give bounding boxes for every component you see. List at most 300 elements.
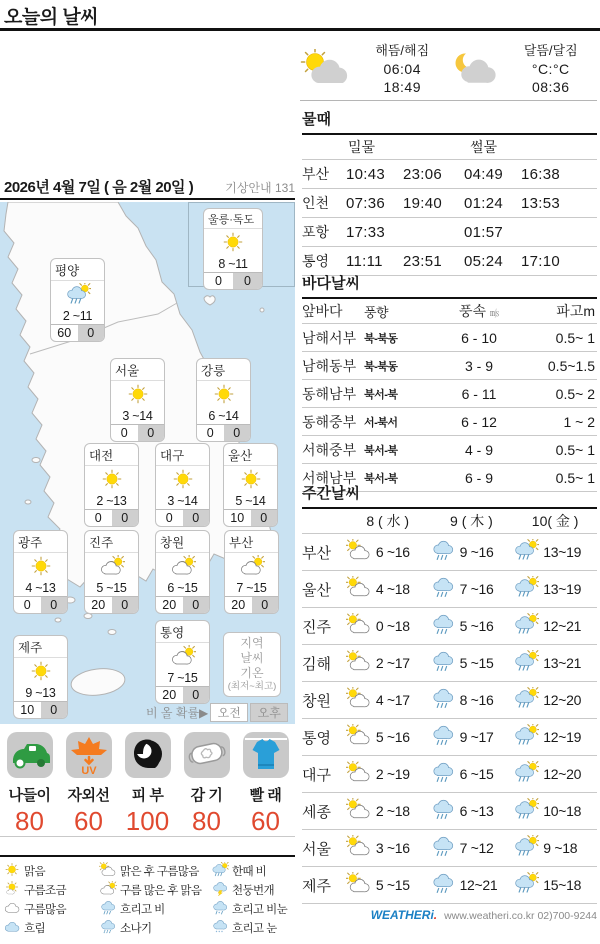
city-rain-prob [204,272,262,289]
rain-prob-am: 0 [94,511,102,525]
city-weather [156,553,209,581]
weekly-city: 부산 [302,544,331,562]
wind-speed-unit: ㎧ [489,308,499,318]
wind-dir-header: 풍향 [364,304,389,320]
map-city-box [13,530,68,614]
city-rain-prob [197,424,250,441]
city-temp: 3 ~14 [122,409,153,423]
snow-icon [211,919,229,937]
map-city-box [196,358,251,442]
weekly-cell [513,872,597,899]
weekly-temp: 6 ~16 [375,544,410,560]
high-tide-1: 10:43 [346,165,386,183]
map-city-box [84,443,139,527]
rain-icon [430,576,457,603]
weekly-row [302,756,597,793]
rain-prob-am: 10 [20,703,35,717]
sun-icon [220,240,246,257]
sunset-time: 18:49 [383,78,422,95]
svg-text:UV: UV [80,765,97,777]
wind-direction: 서-북서 [364,416,398,429]
sun-rain-icon [513,835,540,862]
city-name: 서울 [111,359,164,381]
legend-label: 한때 비 [232,865,267,878]
moonrise-group [449,36,598,100]
high-tide-2: 23:06 [403,165,443,183]
sea-area-header: 앞바다 [302,303,343,319]
pm-cell: 오후 [250,703,288,722]
jeju-island [70,666,127,698]
day-header-1: 8 ( 水 ) [366,513,410,529]
life-index-item [0,732,59,837]
sea-weather-section [302,272,597,492]
moonrise-label: 달뜸/달짐 [523,43,578,58]
weekly-cell [430,650,514,677]
sea-row [302,352,597,380]
legend-item [99,899,211,918]
sea-area: 동해중부 [302,413,357,430]
rain-prob-am: 10 [230,511,245,525]
rain-icon [430,798,457,825]
life-index-section [0,732,295,837]
high-tide-2: 23:51 [403,252,443,270]
life-index-item [118,732,177,837]
sun-then-cloud-icon [346,798,373,825]
wind-speed: 6 - 10 [461,329,497,346]
sunrise-time: 06:04 [383,61,422,77]
cloud-sun-icon [170,654,196,671]
sun-then-cloud-icon [346,539,373,566]
life-index-label: 자외선 [67,787,110,804]
rain-prob-pm: 0 [112,510,139,526]
weekly-cell [513,724,597,751]
sun-small-cloud-icon [3,881,21,899]
weekly-temp: 9 ~18 [543,840,578,856]
sun-then-cloud-icon [346,761,373,788]
weekly-temp: 13~19 [543,544,582,560]
legend-item [3,918,99,937]
rain-probability-key [146,703,288,722]
weatheri-logo: WEATHERi. [370,908,438,922]
legend-item [99,880,211,899]
cloud-sun-icon [239,564,265,581]
weekly-temp: 9 ~16 [459,544,494,560]
wind-speed: 3 - 9 [464,357,493,374]
legend-item [3,899,99,918]
weekly-cell [513,613,597,640]
tide-city: 인천 [302,195,330,211]
city-temp: 3 ~14 [167,494,198,508]
low-tide-header: 썰물 [470,139,498,155]
weekly-row [302,719,597,756]
city-weather [14,658,67,686]
weekly-temp: 13~19 [543,581,582,597]
rain-prob-pm: 0 [112,597,139,613]
sun-icon [211,392,237,409]
wind-speed: 6 - 11 [461,385,497,402]
rain-snow-icon [211,900,229,918]
life-index-item [59,732,118,837]
weekly-cell [346,650,430,677]
rain-prob-pm: 0 [252,597,279,613]
legend-item [99,918,211,937]
sun-icon [125,392,151,409]
rain-prob-am: 0 [165,511,173,525]
sea-row [302,408,597,436]
city-weather [204,229,262,257]
sunrise-group [300,36,449,100]
map-city-box [155,530,210,614]
weather-info-number: 기상안내 131 [225,181,295,195]
weekly-temp: 6 ~13 [459,803,494,819]
legend-item [211,861,295,880]
tide-row [302,189,597,218]
weekly-temp: 4 ~17 [375,692,410,708]
weekly-city: 창원 [302,692,331,710]
sun-rain-icon [513,724,540,751]
title-divider [0,28,600,31]
weekly-temp: 7 ~16 [459,581,494,597]
sun-rain-icon [513,872,540,899]
rain-icon [430,613,457,640]
weekly-temp: 13~21 [543,655,582,671]
map-city-box [50,258,105,342]
weekly-row [302,534,597,571]
weekly-temp: 7 ~12 [459,840,494,856]
wind-direction: 북-북동 [364,360,398,373]
wave-header: 파고m [556,303,595,319]
car-icon [7,732,53,778]
weekly-city: 울산 [302,581,331,599]
city-name: 대전 [85,444,138,466]
cloud-outline-icon [3,900,21,918]
high-tide-header: 밀물 [348,139,376,155]
city-name: 대구 [156,444,209,466]
weekly-header-row [302,509,597,534]
legend-label: 구름많음 [24,903,67,916]
day-header-3: 10( 金 ) [531,513,579,529]
sea-row [302,380,597,408]
legend-label: 맑음 [24,865,46,878]
sun-rain-icon [513,539,540,566]
legend-label: 흐림 [24,922,46,935]
sun-then-cloud-icon [346,724,373,751]
date-divider [0,198,295,200]
astro-section [300,36,597,101]
skin-icon [125,732,171,778]
city-rain-prob [156,596,209,613]
legend-item [99,861,211,880]
weekly-temp: 10~18 [543,803,582,819]
city-weather [85,466,138,494]
high-tide-2: 19:40 [403,194,443,212]
weekly-cell [513,761,597,788]
legend-item [3,880,99,899]
date-row [4,176,295,197]
wind-speed: 4 - 9 [464,441,493,458]
city-weather [156,643,209,671]
rain-prob-am: 60 [57,326,72,340]
weekly-cell [513,835,597,862]
city-rain-prob [85,596,138,613]
cloud-sun-icon [99,564,125,581]
weekly-cell [430,576,514,603]
rain-prob-am: 20 [91,598,106,612]
map-city-box [13,635,68,719]
city-weather [14,553,67,581]
sun-rain-icon [513,613,540,640]
weekly-cell [346,835,430,862]
weekly-cell [346,724,430,751]
city-name: 평양 [51,259,104,281]
moonrise-time: °C:°C [531,61,570,77]
low-tide-1: 04:49 [464,165,504,183]
life-index-label: 감 기 [190,787,223,804]
ulleungdo-island [204,296,215,305]
city-weather [111,381,164,409]
moon-cloud-icon [449,49,505,88]
life-index-label: 나들이 [8,787,51,804]
sun-icon [28,669,54,686]
city-name: 부산 [225,531,278,553]
weekly-cell [430,835,514,862]
sunrise-label: 해뜸/해짐 [375,43,430,58]
weekly-temp: 12~19 [543,729,582,745]
sun-then-cloud-icon [99,862,117,880]
city-rain-prob [51,324,104,341]
city-temp: 2 ~13 [96,494,127,508]
key-minmax: (최저~최고) [227,681,277,692]
tide-city: 부산 [302,166,330,182]
tide-section [302,108,597,276]
map-city-box [155,443,210,527]
weekly-row [302,645,597,682]
sea-header-row [302,299,597,324]
weekly-cell [430,798,514,825]
rain-prob-pm: 0 [138,425,165,441]
sun-icon [170,477,196,494]
rain-prob-am: 20 [162,598,177,612]
weekly-cell [346,687,430,714]
weekly-cell [430,724,514,751]
weekly-cell [430,687,514,714]
rain-prob-pm: 0 [183,687,210,703]
weekly-temp: 5 ~15 [375,877,410,893]
am-cell: 오전 [210,703,248,722]
korea-weather-map [0,202,295,724]
page-title: 오늘의 날씨 [4,7,99,28]
rain-prob-am: 0 [206,426,214,440]
forecast-date: 2026년 4월 7일 ( 음 2월 20일 ) [4,179,194,196]
tide-row [302,160,597,189]
sun-then-cloud-icon [346,872,373,899]
weekly-row [302,793,597,830]
day-header-2: 9 ( 木 ) [450,513,493,529]
weekly-temp: 5 ~16 [375,729,410,745]
weekly-cell [346,613,430,640]
weekly-cell [513,576,597,603]
map-city-box [84,530,139,614]
weekly-row [302,608,597,645]
low-tide-1: 01:24 [464,194,504,212]
low-tide-1: 01:57 [464,223,504,241]
key-line: 지역 [240,636,264,650]
footer [302,908,597,922]
legend-label: 소나기 [120,922,152,935]
weekly-temp: 3 ~16 [375,840,410,856]
city-rain-prob [156,509,209,526]
life-index-item [177,732,236,837]
city-temp: 7 ~15 [167,671,198,685]
map-city-box [155,620,210,704]
city-temp: 5 ~14 [235,494,266,508]
tide-header-row [302,135,597,160]
tide-city: 포항 [302,224,330,240]
map-city-box [223,443,278,527]
weekly-cell [430,872,514,899]
high-tide-1: 07:36 [346,194,386,212]
city-rain-prob [14,701,67,718]
weekly-section [302,482,597,904]
rain-prob-pm: 0 [41,702,68,718]
wind-direction: 북-북동 [364,332,398,345]
weekly-temp: 0 ~18 [375,618,410,634]
city-weather [224,466,277,494]
low-tide-2: 16:38 [521,165,561,183]
city-name: 강릉 [197,359,250,381]
wind-speed: 6 - 9 [464,469,493,486]
city-name: 울릉·독도 [204,209,262,229]
weekly-temp: 12~20 [543,692,582,708]
weekly-row [302,571,597,608]
low-tide-1: 05:24 [464,252,504,270]
weekly-cell [513,687,597,714]
rain-prob-pm: 0 [233,273,262,289]
weekly-temp: 5 ~15 [459,655,494,671]
key-line: 날씨 [240,651,264,665]
legend-item [3,861,99,880]
sun-then-cloud-icon [346,613,373,640]
life-index-value: 60 [251,806,280,836]
map-city-box [224,530,279,614]
weekly-rows [302,534,597,904]
legend-label: 흐리고 비 [120,903,165,916]
weekly-cell [513,539,597,566]
sea-rows [302,324,597,492]
rain-icon [430,872,457,899]
weekly-city: 통영 [302,729,331,747]
city-rain-prob [14,596,67,613]
map-city-box [203,208,263,290]
city-name: 광주 [14,531,67,553]
sun-rain-icon [513,798,540,825]
sun-rain-icon [513,576,540,603]
footer-phone: 02)700-9244 [537,910,597,922]
sea-row [302,324,597,352]
weekly-city: 세종 [302,803,331,821]
sun-then-cloud-icon [346,687,373,714]
wave-height: 1 ~ 2 [563,413,595,430]
life-index-label: 빨 래 [249,787,282,804]
tide-rows [302,160,597,276]
wave-height: 0.5~1.5 [547,357,595,374]
city-temp: 7 ~15 [236,581,267,595]
high-tide-1: 17:33 [346,223,386,241]
weekly-city: 진주 [302,618,331,636]
map-key-box [223,632,281,697]
shirt-icon [243,732,289,778]
legend-label: 맑은 후 구름많음 [120,865,199,878]
sun-then-cloud-icon [346,835,373,862]
rain-icon [99,900,117,918]
life-index-value: 60 [74,806,103,836]
weekly-cell [346,539,430,566]
mask-icon [184,732,230,778]
weekly-temp: 5 ~16 [459,618,494,634]
rain-icon [430,687,457,714]
tide-row [302,218,597,247]
legend-item [211,918,295,937]
city-name: 제주 [14,636,67,658]
tide-title: 물때 [302,108,597,135]
life-index-value: 100 [125,806,170,836]
sun-icon [3,862,21,880]
rain-prob-pm: 0 [78,325,105,341]
sea-title: 바다날씨 [302,272,597,299]
sea-area: 서해중부 [302,441,357,458]
city-temp: 8 ~11 [218,257,248,271]
rain-prob-pm: 0 [183,597,210,613]
weekly-cell [430,539,514,566]
weekly-temp: 2 ~17 [375,655,410,671]
rain-icon [430,539,457,566]
high-tide-1: 11:11 [346,252,383,270]
city-weather [156,466,209,494]
legend-label: 흐리고 눈 [232,922,277,935]
divider-thick [0,855,295,857]
cloud-blue-icon [3,919,21,937]
city-weather [225,553,278,581]
legend-label: 구름조금 [24,884,67,897]
dokdo-island [260,308,264,312]
weekly-cell [346,798,430,825]
city-rain-prob [156,686,209,703]
rain-probability-label: 비 올 확률▶ [146,706,209,720]
wave-height: 0.5~ 1 [555,441,595,458]
wave-height: 0.5~ 1 [555,469,595,486]
city-temp: 9 ~13 [25,686,56,700]
sun-cloud-icon [300,49,356,88]
sun-then-cloud-icon [346,650,373,677]
rain-prob-pm: 0 [183,510,210,526]
rain-prob-pm: 0 [224,425,251,441]
key-line: 기온 [240,666,264,680]
city-name: 창원 [156,531,209,553]
weekly-temp: 12~21 [543,618,582,634]
rain-icon [430,761,457,788]
sea-area: 남해동부 [302,357,357,374]
sun-rain-icon [513,687,540,714]
rain-icon [430,835,457,862]
city-rain-prob [225,596,278,613]
map-city-box [110,358,165,442]
rain-icon [430,724,457,751]
weekly-temp: 12~21 [459,877,498,893]
weekly-cell [430,761,514,788]
weekly-cell [346,872,430,899]
weekly-city: 제주 [302,877,331,895]
city-name: 진주 [85,531,138,553]
